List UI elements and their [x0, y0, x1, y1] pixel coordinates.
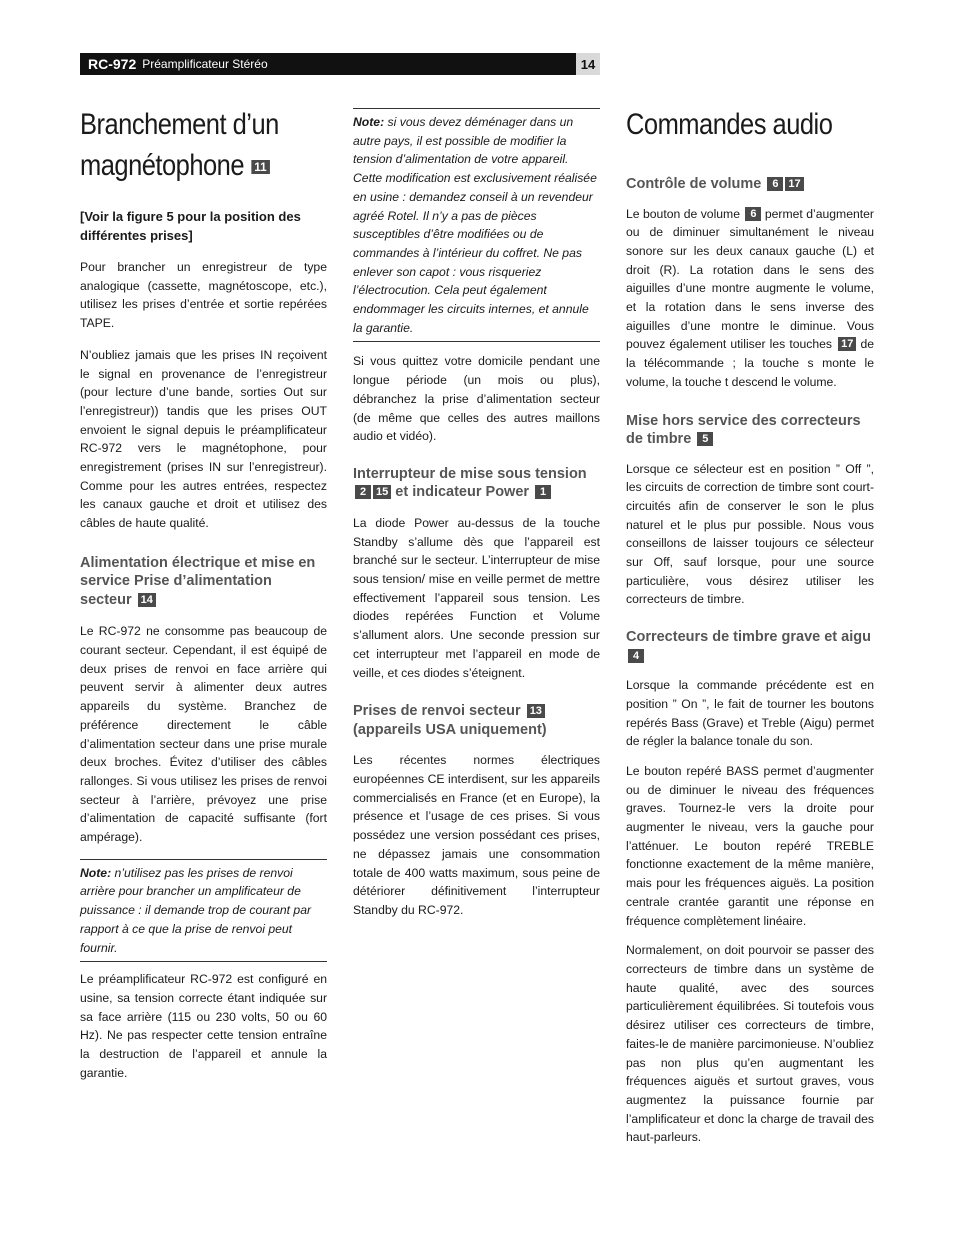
paragraph: Pour brancher un enregistreur de type analogique (cassette, magnétoscope, etc.), utilisez les prises d’entrée et sortie repérées TAPE.: [80, 260, 327, 331]
paragraph: Normalement, on doit pourvoir se passer des correcteurs de timbre dans un système de haute qualité, avec des sources particulièrement équilibrées. Si toutefois vous désirez utiliser ces correcteurs de timbre, faites-le de manière parcimonieuse. N’oubliez pas non plus qu’en augmentant les fréquences aiguës et surtout graves, vous augmentez la puissance fournie par l’amplificateur et donc la charge de travail des haut-parleurs.: [626, 943, 874, 1145]
paragraph: La diode Power au-dessus de la touche Standby s’allume dès que l’appareil est branché sur le secteur. L’interrupteur de mise sous tension/ mise en veille permet de mettre effectivement l’appareil sous tension. Les diodes repérées Function et Volume s’allument alors. Une seconde pression sur cet interrupteur met l’appareil en mode de veille, et ces diodes s’éteignent.: [353, 515, 600, 680]
subheading-volume: [626, 175, 874, 194]
paragraph: Lorsque la commande précédente est en position ” On ”, le fait de tourner les boutons repérés Bass (Grave) et Treble (Aigu) permet de régler la balance tonale du son.: [626, 678, 874, 749]
ref-badge: 6: [745, 207, 761, 221]
paragraph-text: de la télécommande ; la touche s monte le volume, la touche t descend le volume.: [626, 337, 874, 389]
paragraph: Si vous quittez votre domicile pendant une longue période (un mois ou plus), débranchez la prise d’alimentation secteur (de même que celles des autres maillons audio et vidéo).: [353, 354, 600, 444]
note: [80, 864, 327, 958]
divider: [353, 341, 600, 342]
page-header: [80, 53, 576, 75]
subheading-text: Interrupteur de mise sous tension: [353, 465, 587, 482]
paragraph-text: Le bouton de volume: [626, 206, 740, 221]
ref-bracket-open: [: [80, 209, 85, 224]
ref-badge: 2: [355, 485, 371, 499]
subheading-text: Prises de renvoi secteur: [353, 703, 521, 720]
subheading-power: [80, 554, 327, 610]
section-title-line2: magnétophone: [80, 149, 245, 182]
figure-reference: [80, 208, 327, 245]
subheading-text: Alimentation électrique et mise en service Prise d’alimentation secteur: [80, 554, 316, 608]
paragraph: N’oubliez jamais que les prises IN reçoivent le signal en provenance de l’enregistreur (pour lecture d’une bande, sorties Out sur l’enregistreur)) tandis que les prises OUT envoient le signal depuis le préamplificateur RC-972 vers le magnétophone, pour enregistrement (prises IN sur l’enregistreur). Comme pour les autres entrées, respectez les canaux gauche et droit et utilisez des câbles de haute qualité.: [80, 347, 327, 531]
subheading-text: Contrôle de volume: [626, 176, 762, 192]
paragraph-text: permet d’augmenter ou de diminuer simultanément le niveau sonore sur les deux canaux gauche (L) et droit (R). La rotation dans le sens des aiguilles d’une montre augmente le volume, et la rotation dans le sens inverse des aiguilles d’une montre le diminue. Vous pouvez également utiliser les touches: [626, 206, 874, 352]
ref-badge: 11: [251, 160, 269, 174]
subheading-power-switch: [353, 465, 600, 502]
paragraph: Le RC-972 ne consomme pas beaucoup de courant secteur. Cependant, il est équipé de deux prises de renvoi en face arrière qui peuvent servir à alimenter deux autres appareils du système. Branchez de préférence directement le câble d’alimentation secteur dans une prise murale deux broches. Évitez d’utiliser des câbles rallonges. Si vous utilisez les prises de renvoi secteur à l’arrière, prévoyez une prise d’alimentation de capacité suffisante (fort ampérage).: [80, 624, 327, 845]
note-label: Note:: [353, 115, 385, 129]
paragraph: Le préamplificateur RC-972 est configuré en usine, sa tension correcte étant indiquée sur sa face arrière (115 ou 230 volts, 50 ou 60 Hz). Ne pas respecter cette tension entraîne la destruction de l’appareil et annule la garantie.: [80, 972, 327, 1080]
column-middle: [353, 100, 600, 920]
ref-badge: 5: [697, 432, 713, 446]
divider: [80, 961, 327, 962]
ref-badge: 1: [535, 485, 551, 499]
section-title-tape: [80, 104, 290, 186]
ref-badge: 6: [767, 177, 783, 191]
note: [353, 113, 600, 337]
section-title-line1: Branchement d’un: [80, 108, 279, 141]
ref-badge: 15: [373, 485, 391, 499]
ref-badge: 13: [527, 704, 545, 718]
page-number: 14: [576, 53, 600, 75]
column-left: [80, 100, 327, 1083]
subheading-outlets: [353, 702, 600, 739]
ref-bracket-close: ]: [188, 227, 193, 243]
note-text: si vous devez déménager dans un autre pays, il est possible de modifier la tension d’alimentation de votre appareil. Cette modification est exclusivement réalisée en usine : demandez conseil à un revendeur agréé Rotel. Il n’y a pas de pièces susceptibles d’être modifiées ou de commandes à l’intérieur du coffret. Ne pas enlever son capot : vous risqueriez l’électrocution. Cela peut également endommager les circuits internes, et annule la garantie.: [353, 115, 597, 335]
divider: [353, 108, 600, 109]
paragraph: Le bouton repéré BASS permet d’augmenter ou de diminuer le niveau des fréquences graves. Tournez-le vers la droite pour augmenter le niveau, vers la gauche pour l’atténuer. Le bouton repéré TREBLE fonctionne exactement de la même manière, mais pour les fréquences aiguës. La position centrale crantée garantit une réponse en fréquence complètement linéaire.: [626, 763, 874, 928]
column-right: [626, 100, 874, 1147]
section-title-audio: Commandes audio: [626, 108, 833, 141]
header-description: Préamplificateur Stéréo: [142, 57, 268, 71]
subheading-text: (appareils USA uniquement): [353, 721, 547, 738]
ref-badge: 17: [785, 177, 803, 191]
paragraph: Les récentes normes électriques européennes CE interdisent, sur les appareils commercialisés en France (et en Europe), la présence et l’usage de ces prises. Si vous possédez une version possédant ces prises, ne dépassez jamais une consommation totale de 400 watts maximum, sous peine de détériorer définitivement l’interrupteur Standby du RC-972.: [353, 753, 600, 917]
paragraph: [626, 205, 874, 392]
subheading-tone-defeat: [626, 412, 874, 449]
note-label: Note:: [80, 865, 112, 880]
subheading-tone-controls: [626, 628, 874, 665]
subheading-text: et indicateur Power: [391, 484, 530, 501]
header-model: RC-972: [88, 56, 137, 72]
subheading-text: Correcteurs de timbre grave et aigu: [626, 629, 871, 646]
ref-badge: 4: [628, 649, 644, 663]
ref-text: Voir la figure 5 pour la position des différentes prises: [80, 209, 301, 243]
paragraph: Lorsque ce sélecteur est en position ” Off ”, les circuits de correction de timbre sont court-circuités afin de conserver le son le plus naturel et le plus pur possible. Nous vous conseillons de laisser toujours ce sélecteur sur Off, sauf lorsque, pour une source particulière, vous désirez utiliser les correcteurs de timbre.: [626, 461, 874, 607]
divider: [80, 859, 327, 860]
ref-badge: 14: [138, 593, 156, 607]
ref-badge: 17: [838, 337, 856, 351]
subheading-text: Mise hors service des correcteurs de timbre: [626, 412, 861, 448]
note-text: n’utilisez pas les prises de renvoi arrière pour brancher un amplificateur de puissance : il demande trop de courant par rapport à ce que la prise de renvoi peut fournir.: [80, 865, 312, 955]
